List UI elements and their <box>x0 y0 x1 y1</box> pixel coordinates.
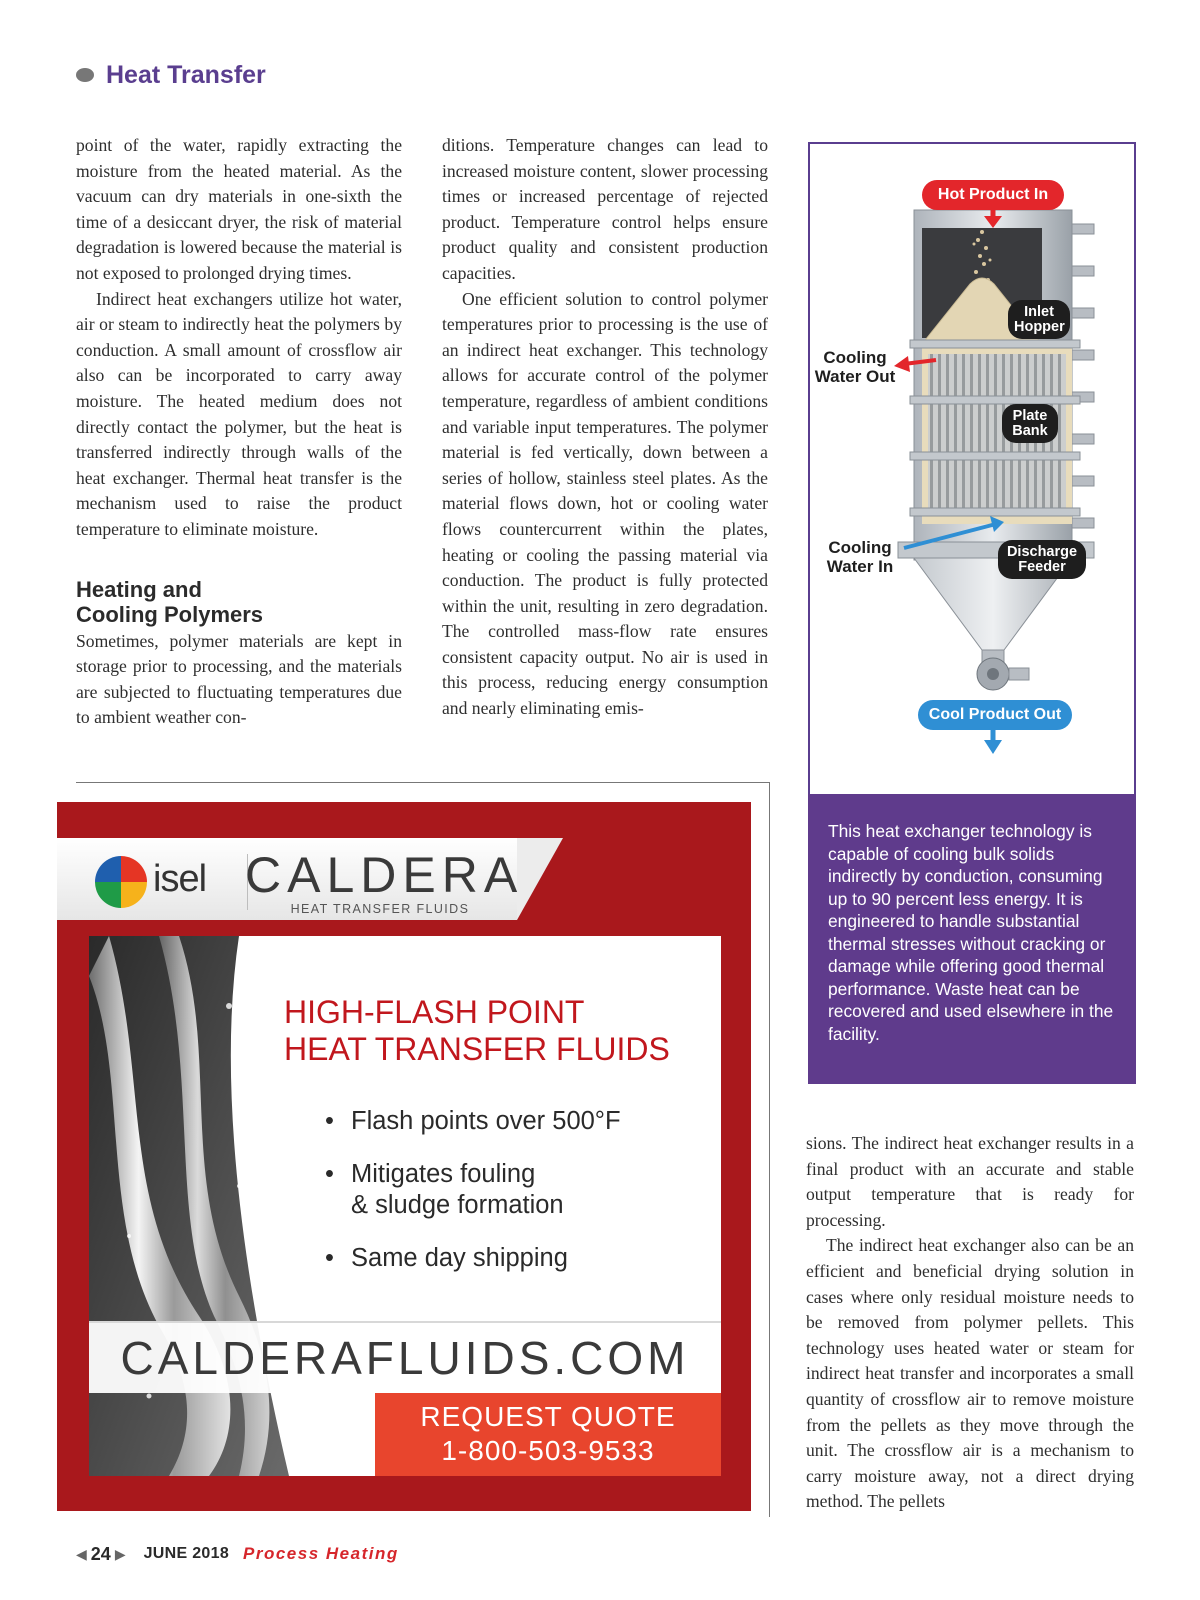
list-item-text: & sludge formation <box>351 1191 564 1219</box>
ad-headline <box>284 994 670 1068</box>
isel-logo-icon <box>95 856 147 908</box>
article-column-2 <box>442 133 768 722</box>
label-line: Inlet <box>1024 304 1054 320</box>
subheading-line: Heating and <box>76 576 202 602</box>
paragraph: sions. The indirect heat exchanger results in a final product with an accurate and stable output temperature that is ready for processing. <box>806 1133 1134 1230</box>
label-line: Water Out <box>814 367 896 386</box>
headline-line: HEAT TRANSFER FLUIDS <box>284 1031 670 1067</box>
section-title: Heat Transfer <box>106 60 266 89</box>
issue-date: JUNE 2018 <box>143 1545 230 1562</box>
heat-exchanger-illustration <box>810 144 1134 796</box>
subheading <box>76 577 402 627</box>
caldera-logo-subtitle: HEAT TRANSFER FLUIDS <box>290 902 470 916</box>
list-item-text: Same day shipping <box>351 1244 568 1272</box>
label-line: Hopper <box>1014 318 1065 335</box>
cooling-water-out-label <box>812 348 898 386</box>
paragraph: One efficient solution to control polymer temperatures prior to processing is the use of an indirect heat exchanger. This technology allows for accurate control of the polymer temperature, regardless of ambient conditions and variable input temperatures. The polymer material is fed vertically, down between a series of hollow, stainless steel plates. As the material flows down, hot or cooling water flows countercurrent within the plates, heating or cooling the passing material via conduction. The product is fully protected within the unit, resulting in zero degradation. The controlled mass-flow rate ensures consistent capacity output. No air is used in this process, reducing energy consumption and nearly eliminating emis- <box>442 288 768 719</box>
inlet-hopper-label <box>1008 300 1070 339</box>
paragraph: point of the water, rapidly extracting the moisture from the heated material. As the vacuum can dry materials in one-sixth the time of a desiccant dryer, the risk of material degradation is lowered because the material is not exposed to prolonged drying times. <box>76 135 402 283</box>
article-column-3 <box>806 1131 1134 1515</box>
heat-exchanger-figure <box>808 142 1136 794</box>
subheading-line: Cooling Polymers <box>76 601 264 627</box>
magazine-name: Process Heating <box>243 1544 399 1563</box>
paragraph: Sometimes, polymer materials are kept in storage prior to processing, and the materials are subjected to fluctuating temperatures due to ambient weather con- <box>76 630 402 728</box>
ad-feature-list <box>351 1106 621 1296</box>
list-item <box>351 1106 621 1137</box>
paragraph: Indirect heat exchangers utilize hot water, air or steam to indirectly heat the polymers by conduction. A small amount of crossflow air also can be incorporated to carry away moisture. The heated medium does not directly contact the polymer, but the heat is transferred indirectly through walls of the heat exchanger. Thermal heat transfer is the mechanism used to raise the product temperature to eliminate moisture. <box>76 288 402 539</box>
caption-text: This heat exchanger technology is capable of cooling bulk solids indirectly by conduction, consuming up to 90 percent less energy. It is engineered to handle substantial thermal stresses without cracking or damage while offering good thermal performance. Waste heat can be recovered and used elsewhere in the facility. <box>828 821 1114 1044</box>
label-line: Cooling <box>823 348 887 367</box>
label-line: Plate <box>1012 408 1048 424</box>
article-column-1 <box>76 133 402 731</box>
cool-product-out-label: Cool Product Out <box>918 700 1072 730</box>
label-line: Bank <box>1012 422 1048 439</box>
list-item-text: Flash points over 500°F <box>351 1107 621 1135</box>
ad-website-link[interactable]: CALDERAFLUIDS.COM <box>120 1332 690 1384</box>
paragraph: The indirect heat exchanger also can be an efficient and beneficial drying solution in cases where only residual moisture needs to be removed from polymer pellets. This technology uses heated water or steam for indirect heat transfer and incorporates a small quantity of crossflow air to remove moisture from the pellets as they move through the unit. The crossflow air is a mechanism to carry moisture away, not a direct drying method. The pellets <box>806 1235 1134 1512</box>
isel-logo-text: isel <box>153 858 207 900</box>
caldera-logo-text: CALDERA <box>245 847 524 903</box>
label-line: Feeder <box>1018 558 1066 575</box>
request-quote-label: REQUEST QUOTE <box>420 1401 676 1432</box>
fluid-swirl-icon <box>89 936 289 1476</box>
headline-line: HIGH-FLASH POINT <box>284 994 585 1030</box>
page-right-marker-icon: ▶ <box>114 1545 126 1562</box>
hot-product-in-label: Hot Product In <box>922 180 1064 210</box>
section-bullet-icon <box>76 68 94 82</box>
section-header <box>76 58 266 92</box>
paragraph: ditions. Temperature changes can lead to increased moisture content, slower processing times or increased percentage of rejected product. Temperature control helps ensure product quality and consistent production capacities. <box>442 135 768 283</box>
list-item <box>351 1159 621 1221</box>
ad-content-panel <box>89 936 721 1476</box>
label-line: Discharge <box>1006 544 1078 560</box>
list-item-text: • Mitigates fouling <box>351 1160 536 1188</box>
ad-url-band <box>89 1321 721 1393</box>
label-line: Water In <box>826 557 894 576</box>
figure-caption <box>808 794 1136 1084</box>
plate-bank-label <box>1002 404 1058 443</box>
caldera-advertisement[interactable] <box>57 802 751 1511</box>
page-left-marker-icon: ◀ <box>76 1545 87 1562</box>
ad-frame-divider <box>769 782 770 1517</box>
cooling-water-in-label <box>820 538 900 576</box>
ad-phone-number: 1-800-503-9533 <box>441 1435 655 1466</box>
page-number: 24 <box>90 1543 111 1564</box>
ad-frame-divider <box>76 782 769 783</box>
request-quote-button[interactable] <box>375 1393 721 1476</box>
page-footer <box>76 1539 399 1569</box>
discharge-feeder-label <box>998 540 1086 579</box>
label-line: Cooling <box>828 538 892 557</box>
list-item <box>351 1243 621 1274</box>
